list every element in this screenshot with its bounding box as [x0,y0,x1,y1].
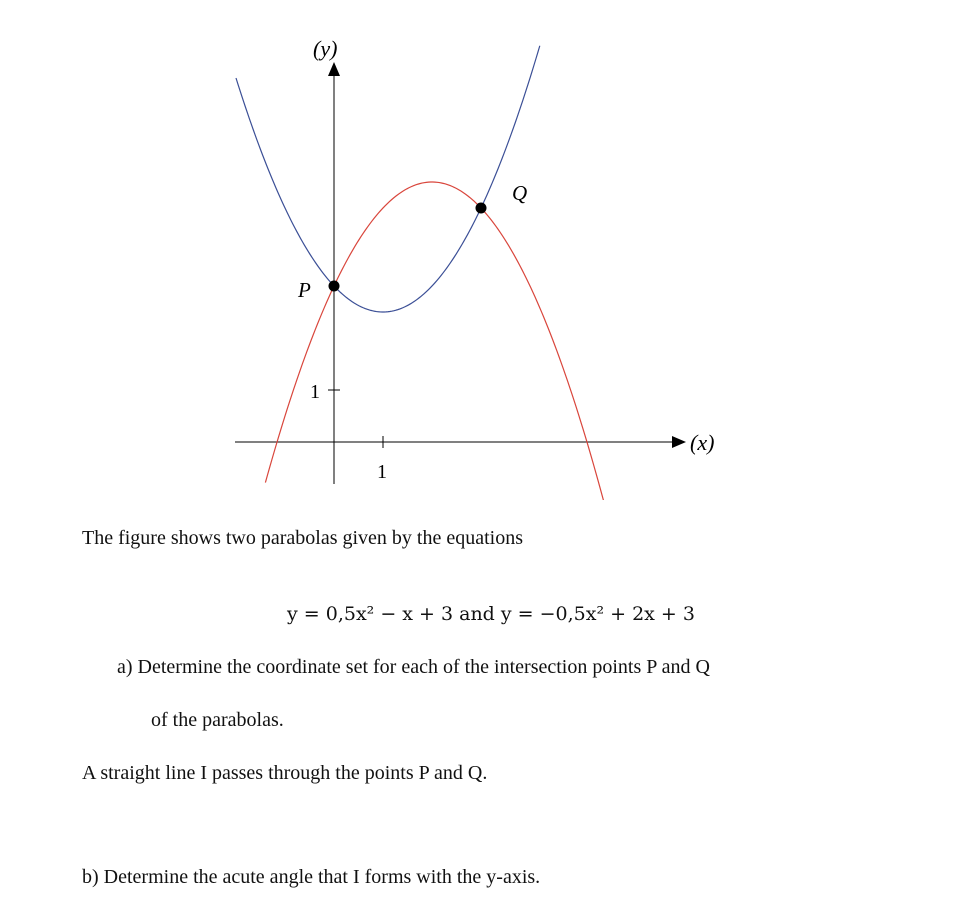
equations [287,603,695,625]
x-axis-arrow [672,436,686,448]
point-q-marker [476,203,487,214]
y-axis-arrow [328,62,340,76]
parabola-1-curve [236,46,540,312]
part-b-text: b) Determine the acute angle that I forms with the y-axis. [82,866,541,888]
parabola-2-curve [265,182,613,500]
equation-text: y = 0,5x² − x + 3 and y = −0,5x² + 2x + 3 [287,603,695,625]
point-p-label: P [298,278,311,302]
part-a-line-2: of the parabolas. [151,709,284,731]
x-tick-label: 1 [377,461,387,483]
y-tick-label: 1 [310,381,320,403]
point-p-marker [329,281,340,292]
x-axis-label: (x) [690,430,715,455]
part-a-line-1: a) Determine the coordinate set for each of the intersection points P and Q [117,656,710,678]
point-q-label: Q [512,181,528,205]
line-statement: A straight line I passes through the points P and Q. [82,762,488,784]
y-axis-label: (y) [313,36,338,61]
intro-text: The figure shows two parabolas given by the equations [82,527,524,549]
